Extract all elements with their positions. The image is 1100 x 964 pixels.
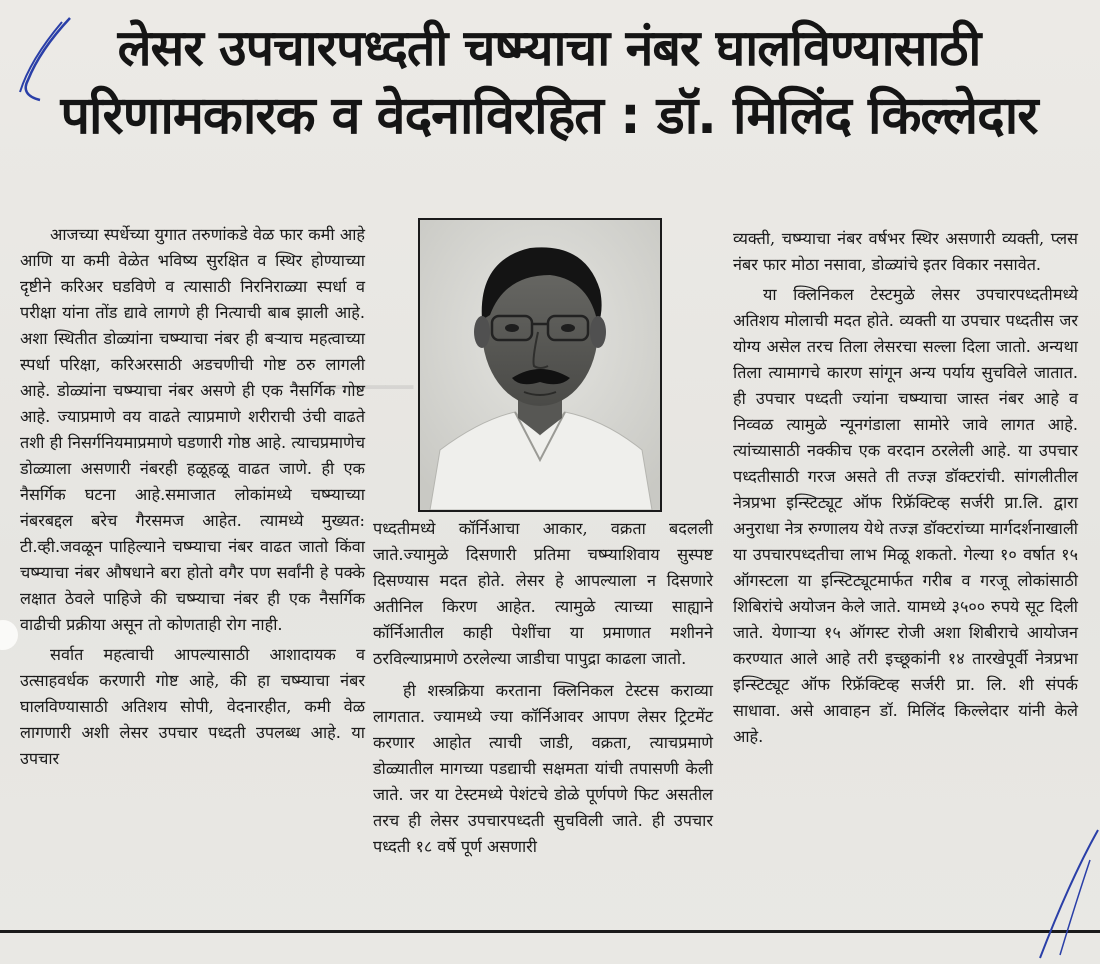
paragraph: पध्दतीमध्ये कॉर्निआचा आकार, वक्रता बदलली जाते.ज्यामुळे दिसणारी प्रतिमा चष्म्याशिवाय सुस्पष्ट दिसण्यास मदत होते. लेसर हे आपल्याला न दिसणारे अतीनिल किरण आहेत. त्यामुळे त्याच्या साह्याने कॉर्निआतील काही पेशींचा या प्रमाणात मशीनने ठरविल्याप्रमाणे ठरलेल्या जाडीचा पापुद्रा काढला जातो. [373,519,713,668]
article-column-3 [733,226,1078,750]
bottom-rule [0,930,1100,933]
paragraph: या क्लिनिकल टेस्टमुळे लेसर उपचारपध्दतीमध्ये अतिशय मोलाची मदत होते. व्यक्ती या उपचार पध्दतीस जर योग्य असेल तरच तिला लेसरचा सल्ला दिला जातो. अन्यथा तिला त्यामागचे कारण सांगून अन्य पर्याय सुचविले जातात. ही उपचार पध्दती ज्यांना चष्म्याचा जास्त नंबर आहे व निव्वळ त्यामुळे न्यूनगंडाला सामोरे जावे लागत आहे. त्यांच्यासाठी नक्कीच एक वरदान ठरलेली आहे. या उपचार पध्दतीसाठी गरज असते ती तज्ज्ञ डॉक्टरांची. सांगलीतील नेत्रप्रभा इन्स्टिट्यूट ऑफ रिफ्रॅक्टिव्ह सर्जरी प्रा.लि. द्वारा अनुराधा नेत्र रुग्णालय येथे तज्ज्ञ डॉक्टरांच्या मार्गदर्शनाखाली या उपचारपध्दतीचा लाभ मिळू शकतो. गेल्या १० वर्षात १५ ऑगस्टला या इन्स्टिट्यूटमार्फत गरीब व गरजू लोकांसाठी शिबिरांचे अयोजन केले जाते. यामध्ये ३५०० रुपये सूट दिली जाते. येणाऱ्या १५ ऑगस्ट रोजी अशा शिबीराचे आयोजन करण्यात आले आहे तरी इच्छूकांनी १४ तारखेपूर्वी नेत्रप्रभा इन्स्टिट्यूट ऑफ रिफ्रॅक्टिव्ह सर्जरी प्रा. लि. शी संपर्क साधावा. असे आवाहन डॉ. मिलिंद किल्लेदार यांनी केले आहे. [733,285,1078,746]
headline-line-2: परिणामकारक व वेदनाविरहित : डॉ. मिलिंद किल्लेदार [60,86,1038,146]
portrait-photo [418,218,662,512]
article-column-1 [20,222,365,772]
headline [18,14,1080,150]
person-portrait-icon [420,220,660,510]
paragraph: आजच्या स्पर्धेच्या युगात तरुणांकडे वेळ फार कमी आहे आणि या कमी वेळेत भविष्य सुरक्षित व स्थिर होण्याच्या दृष्टीने करिअर घडविणे व त्यासाठी निरनिराळ्या स्पर्धा व परीक्षा यांना तोंड द्यावे लागणे ही नित्याची बाब झाली आहे. अशा स्थितीत डोळ्यांना चष्म्याचा नंबर ही बऱ्याच महत्वाच्या स्पर्धा परिक्षा, करिअरसाठी अडचणीची गोष्ट ठरु लागली आहे. डोळ्यांना चष्म्याचा नंबर असणे ही एक नैसर्गिक गोष्ट आहे. ज्याप्रमाणे वय वाढते त्याप्रमाणे शरीराची उंची वाढते तशी ही निसर्गनियमाप्रमाणे घडणारी गोष्ठ आहे. त्याचप्रमाणेच डोळ्याला असणारी नंबरही हळूहळू वाढत जाणे. ही एक नैसर्गिक घटना आहे.समाजात लोकांमध्ये चष्म्याच्या नंबरबद्दल बरेच गैरसमज आहेत. त्यामध्ये मुख्यत: टी.व्ही.जवळून पाहिल्याने चष्म्याचा नंबर वाढत जातो किंवा चष्म्याचा नंबर औषधाने बरा होतो वगैर पण सर्वांनी हे पक्के लक्षात ठेवले पाहिजे की चष्म्याचा नंबर ही एक नैसर्गिक वाढीची प्रक्रीया असून तो कोणताही रोग नाही. [20,225,365,634]
article-column-2 [373,516,713,860]
bleed-through-texture: ─── [330,360,414,414]
paragraph: सर्वात महत्वाची आपल्यासाठी आशादायक व उत्साहवर्धक करणारी गोष्ट आहे, की हा चष्म्याचा नंबर घालविण्यासाठी अतिशय सोपी, वेदनारहीत, कमी वेळ लागणारी अशी लेसर उपचार पध्दती उपलब्ध आहे. या उपचार [20,645,365,768]
paragraph: व्यक्ती, चष्म्याचा नंबर वर्षभर स्थिर असणारी व्यक्ती, प्लस नंबर फार मोठा नसावा, डोळ्यांचे इतर विकार नसावेत. [733,229,1078,274]
punch-hole [0,620,18,650]
paragraph: ही शस्त्रक्रिया करताना क्लिनिकल टेस्टस कराव्या लागतात. ज्यामध्ये ज्या कॉर्निआवर आपण लेसर ट्रिटमेंट करणार आहोत त्याची जाडी, वक्रता, त्याचप्रमाणे डोळ्यातील मागच्या पडद्याची सक्षमता यांची तपासणी केली जाते. जर या टेस्टमध्ये पेशंटचे डोळे पूर्णपणे फिट असतील तरच ही लेसर उपचारपध्दती सुचविली जाते. ही उपचार पध्दती १८ वर्षे पूर्ण असणारी [373,681,713,856]
headline-line-1: लेसर उपचारपध्दती चष्म्याचा नंबर घालविण्यासाठी [117,19,981,77]
